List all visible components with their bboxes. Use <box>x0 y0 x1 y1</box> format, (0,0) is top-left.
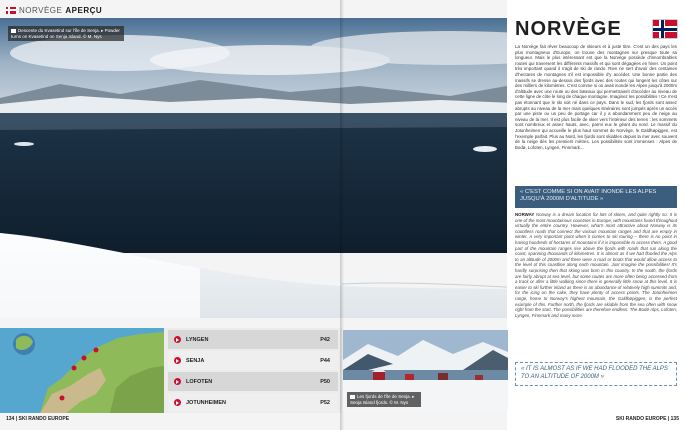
right-page <box>343 0 685 430</box>
fjord-village-photo <box>343 330 508 410</box>
norway-flag-icon <box>653 20 677 38</box>
toc-item[interactable] <box>168 330 338 349</box>
toc-page-number: P52 <box>320 399 330 406</box>
toc-label: LYNGEN <box>186 336 209 343</box>
norway-map <box>0 328 164 413</box>
pull-quote-french: « C'EST COMME SI ON AVAIT INONDÉ LES ALPES JUSQU'À 2000M D'ALTITUDE » <box>515 186 677 208</box>
subsection-label: APERÇU <box>65 5 103 15</box>
toc-label: JOTUNHEIMEN <box>186 399 227 406</box>
toc-page-number: P42 <box>320 336 330 343</box>
photo-caption-left <box>8 26 124 41</box>
article-body-english <box>515 212 677 318</box>
title-row <box>515 18 677 40</box>
caption-text: Les fjords de l'île de Senja. ▸ Senja Island fjords. © M. Nys <box>350 394 415 405</box>
camera-icon <box>350 395 355 399</box>
toc-item[interactable] <box>168 393 338 412</box>
arrow-bullet-icon <box>174 336 181 343</box>
photo-caption-right <box>347 392 421 407</box>
toc-label: LOFOTEN <box>186 378 213 385</box>
arrow-bullet-icon <box>174 399 181 406</box>
camera-icon <box>11 29 16 33</box>
toc-page-number: P44 <box>320 357 330 364</box>
section-label: NORVÈGE <box>19 5 63 15</box>
page-footer-right: SKI RANDO EUROPE | 135 <box>615 416 679 422</box>
caption-text: Descente du Kvasetind sur l'île de Senja. ▸ Powder turns on Kvasetind on Senja Island. © M. Nys <box>11 28 120 39</box>
english-text: Norway is a dream location for lots of skiers, and quite rightly so. It is one of the most mountainous countries in Europe, with mountains found throughout virtually the entire country. However, what's most attractive about Norway is its countless roads that connect the various mountain ranges and that are empty in winter. A very important point when it comes to ski touring – there is no point in having hundreds of hectares of mountains if it is impossible to access them. A good part of the mountain ranges rise above the fjords with roads that run along the coast, spanning thousands of kilometres. It is almost as if we had flooded the Alps to an altitude of 2000m and there were a road or boats that would allow access to the level of this coastline along each mountain. Just imagine the possibilities! It's hardly surprising then that skiing was born in this country. In the south, the fjords are fairly abrupt at sea level, but some routes are more often being accessed from a track or after a little walking since there is generally little snow at this level. It is easier to ski further inland as there is an abundance of relatively high summits and, for the icing on the cake, they have plenty of access points. The Jotunheimen range, home to Norway's highest mountain, the Galdhøpiggen, is the perfect example of this. Further north, the fjords are skiable from the sea often with snow right from the start. The possibilities are therefore endless: The Bodø Alps, Lofoten, Lyngen, Finnmark and many more. <box>515 212 677 318</box>
toc-page-number: P50 <box>320 378 330 385</box>
page-footer-left: 134 | SKI RANDO EUROPE <box>6 416 70 422</box>
english-lead: NORWAY <box>515 212 535 217</box>
article-body-french: La Norvège fait rêver beaucoup de skieurs et à juste titre. C'est un des pays les plus montagneux d'Europe, on trouve des montagnes sur presque toute sa longueur. Mais le plus intéressant est que la Norvège possède d'innombrables routes qui traversent les différents massifs et qui sont dégagées en hiver. Un point très important quand il s'agit de ski de rando. Rien ne sert d'avoir des centaines d'hectares de montagnes s'il est impossible d'y accéder. Une bonne partie des massifs se dresse au-dessus des fjords avec des routes qui longent les côtes sur des milliers de kilomètres. C'est comme si on avait inondé les Alpes jusqu'à 2000m d'altitude avec une route ou des bateaux qui permettraient d'accéder au niveau de cette ligne de côte le long de chaque montagne. Imaginez les possibilités ! Ce n'est pas étonnant que le ski soit né dans ce pays. Dans le sud, les fjords sont assez abrupts au niveau de la mer mais quelques itinéraires sont jumpés après un accès par une piste ou un peu de portage car il y a abondamment peu de neige au niveau de la mer. Il est plus facile de skier vers l'intérieur des terres : les sommets sont nombreux et assez hauts, avec, parmi eux le géant du nord. Le massif du Jotunheimen qui accueille le plus haut sommet de Norvège, le Galdhøpiggen, est l'exemple parfait. Plus au Nord, les fjords sont skiables depuis la mer avec souvent de la neige dès les premiers mètres. Les possibilités sont immenses : Alpes de Bodø, Lofoten, Lyngen, Finnmark... <box>515 44 677 150</box>
pull-quote-english: « IT IS ALMOST AS IF WE HAD FLOODED THE ALPS TO AN ALTITUDE OF 2000M » <box>515 362 677 386</box>
toc-item[interactable] <box>168 351 338 370</box>
page-title: NORVÈGE <box>515 17 622 40</box>
arrow-bullet-icon <box>174 357 181 364</box>
toc-label: SENJA <box>186 357 205 364</box>
arrow-bullet-icon <box>174 378 181 385</box>
region-index <box>0 328 342 413</box>
toc-item[interactable] <box>168 372 338 391</box>
norway-flag-icon <box>6 7 16 14</box>
destination-list <box>168 330 338 414</box>
section-header <box>6 4 102 16</box>
